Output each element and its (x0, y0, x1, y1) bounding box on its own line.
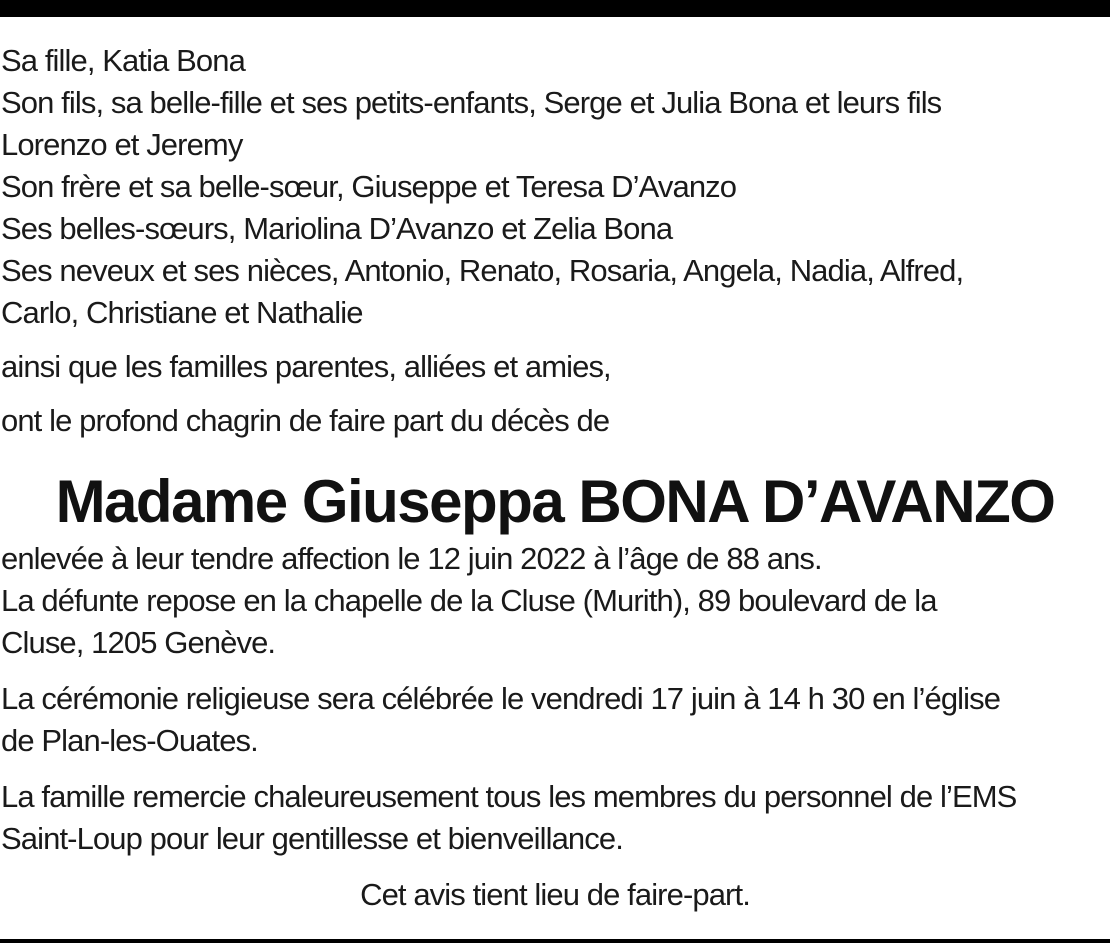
family-line-daughter: Sa fille, Katia Bona (1, 43, 245, 78)
family-line-sisters-in-law: Ses belles-sœurs, Mariolina D’Avanzo et Zelia Bona (1, 211, 673, 246)
family-line-son (1, 82, 1109, 124)
family-list (1, 40, 1109, 334)
deceased-name: Madame Giuseppa BONA D’AVANZO (55, 468, 1055, 535)
details-line-date: enlevée à leur tendre affection le 12 juin 2022 à l’âge de 88 ans. (1, 541, 822, 576)
closing-line: Cet avis tient lieu de faire-part. (360, 877, 750, 912)
family-line-nephews-cont: Carlo, Christiane et Nathalie (1, 295, 363, 330)
family-line-grandchildren: Lorenzo et Jeremy (1, 127, 243, 162)
ceremony-line-2: de Plan-les-Ouates. (1, 723, 258, 758)
top-rule (0, 0, 1110, 17)
thanks-block (1, 776, 1109, 860)
families-line: ainsi que les familles parentes, alliées et amies, (1, 349, 611, 384)
ceremony-line-1: La cérémonie religieuse sera célébrée le vendredi 17 juin à 14 h 30 en l’église (1, 681, 1001, 716)
details-line-chapel: La défunte repose en la chapelle de la Cluse (Murith), 89 boulevard de la (1, 583, 937, 618)
thanks-line-1: La famille remercie chaleureusement tous les membres du personnel de l’EMS (1, 779, 1017, 814)
announce-line: ont le profond chagrin de faire part du décès de (1, 403, 610, 438)
family-line-brother: Son frère et sa belle-sœur, Giuseppe et Teresa D’Avanzo (1, 169, 737, 204)
bottom-rule (0, 939, 1110, 943)
details-line-address: Cluse, 1205 Genève. (1, 625, 276, 660)
thanks-line-2: Saint-Loup pour leur gentillesse et bienveillance. (1, 821, 623, 856)
family-line-nephews: Ses neveux et ses nièces, Antonio, Renato, Rosaria, Angela, Nadia, Alfred, (1, 253, 964, 288)
family-line-son-text: Son fils, sa belle-fille et ses petits-enfants, Serge et Julia Bona et leurs fils (1, 85, 942, 120)
obituary-notice (1, 40, 1109, 916)
details-block (1, 538, 1109, 664)
ceremony-block (1, 678, 1109, 762)
